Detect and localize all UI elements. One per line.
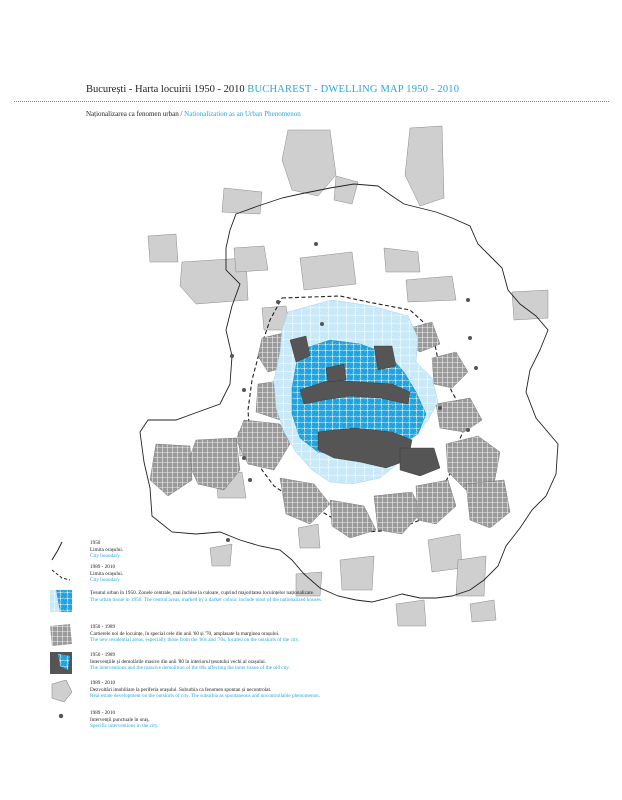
real-estate-icon xyxy=(50,680,72,702)
legend-text-en: Specific interventions in the city. xyxy=(90,723,159,730)
legend-years: 1950 - 1989 xyxy=(90,624,116,630)
legend-text-ro: Intervenții punctuale în oraș. xyxy=(90,716,150,723)
legend-years: 1989 - 2010 xyxy=(90,680,116,686)
subtitle-romanian: Naționalizarea ca fenomen urban / xyxy=(86,110,183,118)
title-english: BUCHAREST - DWELLING MAP 1950 - 2010 xyxy=(247,84,460,95)
legend-text-ro: Cartierele noi de locuințe, în special cele din anii '60 și '70, amplasate la marginea orașului. xyxy=(90,630,280,637)
legend-text-ro: Limita orașului. xyxy=(90,546,124,553)
new-neighborhoods-icon xyxy=(50,624,72,646)
legend-text-en: City boundary. xyxy=(90,553,121,560)
legend-years: 1989 - 2010 xyxy=(90,564,116,570)
boundary-1989-2010-icon xyxy=(50,564,72,586)
legend-text-en: The interventions and the massive demolition of the 80s affecting the inner tissue of the old city. xyxy=(90,665,290,672)
legend-text-ro: Intervențiile și demolările masive din anii '80 în interiorul țesutului vechi al orașului. xyxy=(90,658,266,665)
boundary-1950-icon xyxy=(50,540,72,562)
legend-text-ro: Țesutul urban în 1950. Zonele centrale, mai închise la culoare, cuprind majoritatea locuințelor naționalizate. xyxy=(90,590,315,596)
legend-text-ro: Dezvoltări imobiliare la periferia orașului. Suburbia ca fenomen spontan și necontrolat. xyxy=(90,686,272,693)
subtitle-english: Nationalization as an Urban Phenomenon xyxy=(184,110,301,118)
legend-years: 1950 - 1989 xyxy=(90,652,116,658)
legend-text-en: The new residential areas, especially those from the '60s and '70s, located on the outskirts of the city. xyxy=(90,637,300,644)
legend-years: 1950 xyxy=(90,540,101,546)
legend-text-en: City boundary. xyxy=(90,577,121,584)
legend-text-en: Real estate development on the outskirts of city. The suburbia as spontaneous and uncontrollable phenomenon. xyxy=(90,693,321,700)
legend-text-en: The urban tissue in 1950. The central areas, marked by a darker colour, include most of the nationalized houses. xyxy=(90,596,323,603)
legend-text-ro: Limita orașului. xyxy=(90,570,124,577)
point-intervention-icon xyxy=(50,710,72,732)
urban-tissue-1950-icon xyxy=(50,590,72,612)
title-romanian: București - Harta locuirii 1950 - 2010 xyxy=(86,84,245,95)
demolitions-icon xyxy=(50,652,72,674)
legend-years: 1989 - 2010 xyxy=(90,710,116,716)
